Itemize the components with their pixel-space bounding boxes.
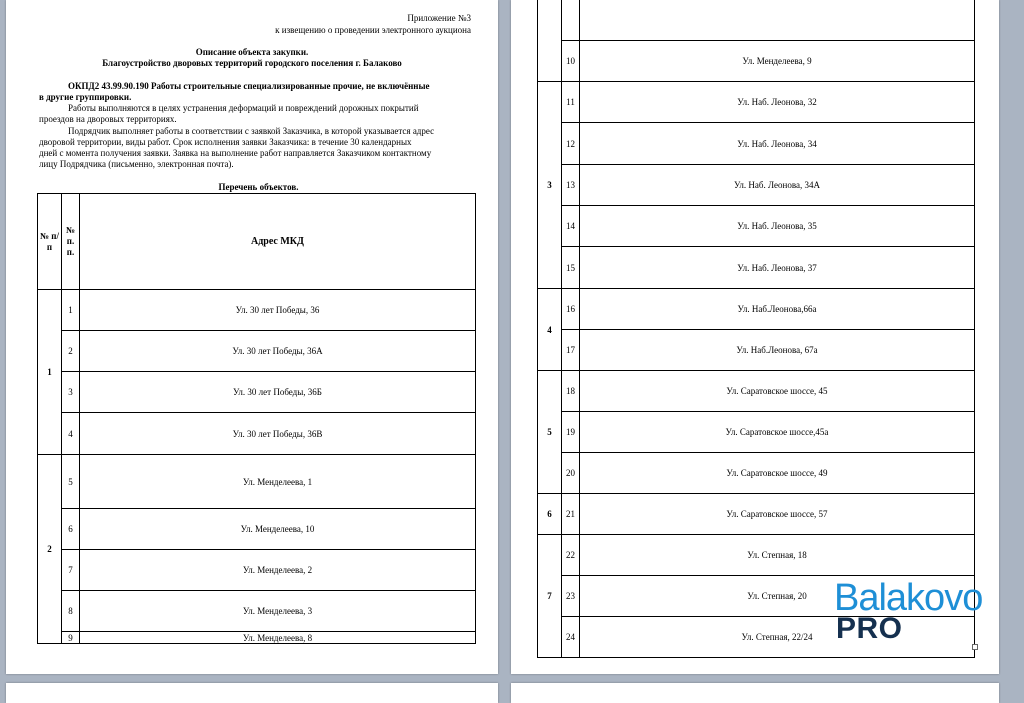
item-number-cell: 14 — [562, 206, 580, 247]
item-number-cell: 2 — [62, 331, 80, 372]
address-cell: Ул. Степная, 20 — [580, 576, 975, 617]
item-number-cell: 16 — [562, 289, 580, 330]
item-number-cell: 9 — [62, 632, 80, 644]
address-cell: Ул. Менделеева, 2 — [80, 550, 476, 591]
table-row — [538, 82, 975, 123]
item-number-cell: 7 — [62, 550, 80, 591]
address-cell: Ул. 30 лет Победы, 36Б — [80, 372, 476, 413]
table-row — [38, 290, 476, 331]
address-cell: Ул. Наб.Леонова,66а — [580, 289, 975, 330]
paragraph-2-line-2: дворовой территории, виды работ. Срок исполнения заявки Заказчика: в течение 30 календарных — [39, 137, 412, 147]
document-subtitle: Благоустройство дворовых территорий городского поселения г. Балаково — [102, 58, 402, 68]
document-title: Описание объекта закупки. — [195, 47, 309, 57]
address-cell: Ул. Менделеева, 9 — [580, 41, 975, 82]
table-row — [38, 413, 476, 455]
list-title: Перечень объектов. — [218, 182, 299, 192]
table-row — [538, 494, 975, 535]
table-header-row — [38, 194, 476, 290]
table-row — [538, 123, 975, 165]
logo-text-balakovo: Balakovo — [834, 577, 983, 619]
document-page-4 — [511, 683, 999, 703]
document-page-3 — [6, 683, 498, 703]
table-row — [38, 632, 476, 644]
table-row — [38, 509, 476, 550]
group-number-cell: 3 — [538, 82, 562, 289]
address-cell: Ул. Наб. Леонова, 37 — [580, 247, 975, 289]
okpd-line-1: ОКПД2 43.99.90.190 Работы строительные специализированные прочие, не включённые — [68, 81, 430, 91]
item-number-cell: 5 — [62, 455, 80, 509]
item-number-cell: 23 — [562, 576, 580, 617]
address-cell: Ул. Степная, 18 — [580, 535, 975, 576]
address-cell: Ул. Саратовское шоссе, 49 — [580, 453, 975, 494]
table-row — [38, 591, 476, 632]
address-cell: Ул. Саратовское шоссе, 57 — [580, 494, 975, 535]
group-number-cell: 7 — [538, 535, 562, 658]
text-boundary-mark — [972, 644, 978, 650]
address-cell: Ул. 30 лет Победы, 36 — [80, 290, 476, 331]
item-number-cell: 19 — [562, 412, 580, 453]
address-cell: Ул. Наб. Леонова, 34А — [580, 165, 975, 206]
item-number-cell: 6 — [62, 509, 80, 550]
okpd-line-2: в другие группировки. — [39, 92, 132, 102]
item-number-cell: 1 — [62, 290, 80, 331]
paragraph-2-line-4: лицу Подрядчика (письменно, электронная почта). — [39, 159, 234, 169]
objects-table-part-2 — [537, 0, 975, 658]
header-col-group-number: № п/п — [38, 194, 62, 290]
table-row — [538, 0, 975, 41]
item-number-cell: 8 — [62, 591, 80, 632]
address-cell: Ул. Менделеева, 8 — [80, 632, 476, 644]
item-number-cell: 15 — [562, 247, 580, 289]
group-number-cell: 4 — [538, 289, 562, 371]
paragraph-2-line-1: Подрядчик выполняет работы в соответствии с заявкой Заказчика, в которой указывается адрес — [68, 126, 435, 136]
address-cell: Ул. Менделеева, 3 — [80, 591, 476, 632]
address-cell: Ул. Менделеева, 1 — [80, 455, 476, 509]
table-row — [38, 372, 476, 413]
header-col-item-number: № п. п. — [62, 194, 80, 290]
item-number-cell: 21 — [562, 494, 580, 535]
item-number-cell: 18 — [562, 371, 580, 412]
item-number-cell: 24 — [562, 617, 580, 658]
address-cell: Ул. Наб. Леонова, 35 — [580, 206, 975, 247]
address-cell: Ул. 30 лет Победы, 36В — [80, 413, 476, 455]
address-cell: Ул. Наб. Леонова, 34 — [580, 123, 975, 165]
table-row — [538, 41, 975, 82]
item-number-cell: 22 — [562, 535, 580, 576]
group-number-cell: 2 — [38, 455, 62, 644]
table-row — [538, 289, 975, 330]
header-col-address: Адрес МКД — [80, 194, 476, 290]
address-cell: Ул. Наб. Леонова, 32 — [580, 82, 975, 123]
table-row — [538, 330, 975, 371]
paragraph-1-line-2: проездов на дворовых территориях. — [39, 114, 177, 124]
table-row — [538, 206, 975, 247]
balakovo-pro-logo — [834, 578, 984, 648]
group-number-cell: 1 — [38, 290, 62, 455]
objects-table-part-1 — [37, 193, 476, 644]
table-row — [538, 371, 975, 412]
paragraph-2-line-3: дней с момента получения заявки. Заявка на выполнение работ направляется Заказчиком контактному — [39, 148, 432, 158]
address-cell — [580, 0, 975, 41]
item-number-cell: 3 — [62, 372, 80, 413]
address-cell: Ул. 30 лет Победы, 36А — [80, 331, 476, 372]
document-page-1 — [6, 0, 498, 674]
item-number-cell: 13 — [562, 165, 580, 206]
table-row — [38, 550, 476, 591]
item-number-cell — [562, 0, 580, 41]
address-cell: Ул. Наб.Леонова, 67а — [580, 330, 975, 371]
appendix-label: Приложение №3 — [407, 13, 471, 23]
table-row — [38, 455, 476, 509]
item-number-cell: 4 — [62, 413, 80, 455]
item-number-cell: 10 — [562, 41, 580, 82]
address-cell: Ул. Саратовское шоссе,45а — [580, 412, 975, 453]
table-row — [38, 331, 476, 372]
table-row — [538, 453, 975, 494]
item-number-cell: 17 — [562, 330, 580, 371]
table-row — [538, 165, 975, 206]
item-number-cell: 12 — [562, 123, 580, 165]
document-page-2 — [511, 0, 999, 674]
item-number-cell: 20 — [562, 453, 580, 494]
table-row — [538, 535, 975, 576]
item-number-cell: 11 — [562, 82, 580, 123]
address-cell: Ул. Саратовское шоссе, 45 — [580, 371, 975, 412]
group-number-cell: 5 — [538, 371, 562, 494]
address-cell: Ул. Менделеева, 10 — [80, 509, 476, 550]
address-cell: Ул. Степная, 22/24 — [580, 617, 975, 658]
notice-label: к извещению о проведении электронного аукциона — [275, 25, 471, 35]
logo-text-pro: PRO — [836, 612, 903, 645]
paragraph-1-line-1: Работы выполняются в целях устранения деформаций и повреждений дорожных покрытий — [68, 103, 419, 113]
table-row — [538, 412, 975, 453]
group-number-cell: 6 — [538, 494, 562, 535]
group-number-cell — [538, 0, 562, 82]
table-row — [538, 247, 975, 289]
